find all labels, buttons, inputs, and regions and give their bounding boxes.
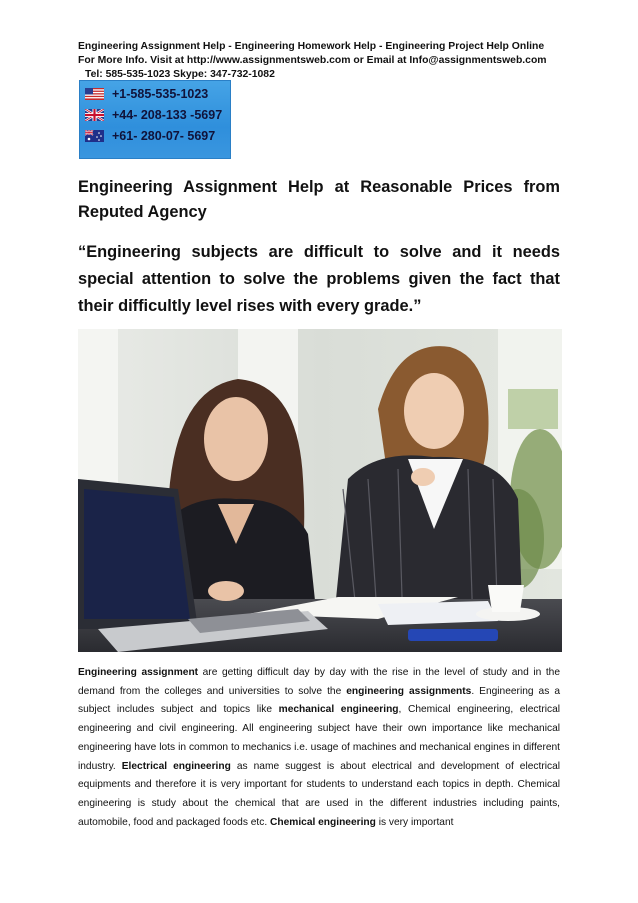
page-title: Engineering Assignment Help at Reasonable Prices from Reputed Agency	[78, 178, 560, 221]
header-line-3: Tel: 585-535-1023 Skype: 347-732-1082	[85, 69, 275, 80]
body-bold-2: engineering assignments	[346, 685, 472, 697]
au-flag-icon	[85, 130, 104, 142]
body-bold-5: Chemical engineering	[270, 816, 376, 828]
phone-number-au: +61- 280-07- 5697	[112, 129, 216, 143]
body-text-3: , Chemical engineering, electrical engineering and civil engineering. All engineering subject have their own importance like mechanical engineering have lots in common to mechanics i.e. usage of machines and mechanical engines in different industry.	[78, 704, 561, 772]
header-line-1: Engineering Assignment Help - Engineering Homework Help - Engineering Project Help Online	[78, 41, 545, 52]
office-photo	[78, 329, 562, 652]
contact-banner	[79, 80, 231, 159]
body-bold-3: mechanical engineering	[278, 704, 399, 716]
body-text-5: is very important	[375, 816, 454, 828]
us-flag-icon	[85, 88, 104, 100]
body-text-2: . Engineering as a subject includes subject and topics like	[78, 685, 560, 716]
phone-row-us	[85, 85, 208, 103]
phone-number-uk: +44- 208-133 -5697	[112, 108, 223, 122]
phone-number-us: +1-585-535-1023	[112, 87, 209, 101]
office-photo-illustration	[78, 329, 562, 652]
body-text-4: as name suggest is about electrical and development of electrical equipments and therefore it is very important for students to understand each topics in depth. Chemical engineering is study about the chemical that are used in the different industries including paints, automobile, food and packaged foods etc.	[78, 760, 560, 828]
pull-quote: “Engineering subjects are difficult to solve and it needs special attention to solve the problems given the fact that their difficultly level rises with every grade.”	[78, 243, 560, 315]
header-line-2: For More Info. Visit at http://www.assignmentsweb.com or Email at Info@assignmentsweb.com	[78, 55, 547, 66]
phone-row-au	[85, 127, 215, 145]
body-bold-1: Engineering assignment	[78, 667, 199, 678]
body-bold-4: Electrical engineering	[121, 760, 231, 772]
uk-flag-icon	[85, 109, 104, 121]
body-text-1: are getting difficult day by day with the rise in the level of study and in the demand from the colleges and universities to solve the	[78, 667, 561, 697]
page-header	[78, 40, 568, 82]
body-paragraph	[78, 664, 560, 832]
phone-row-uk	[85, 106, 222, 124]
